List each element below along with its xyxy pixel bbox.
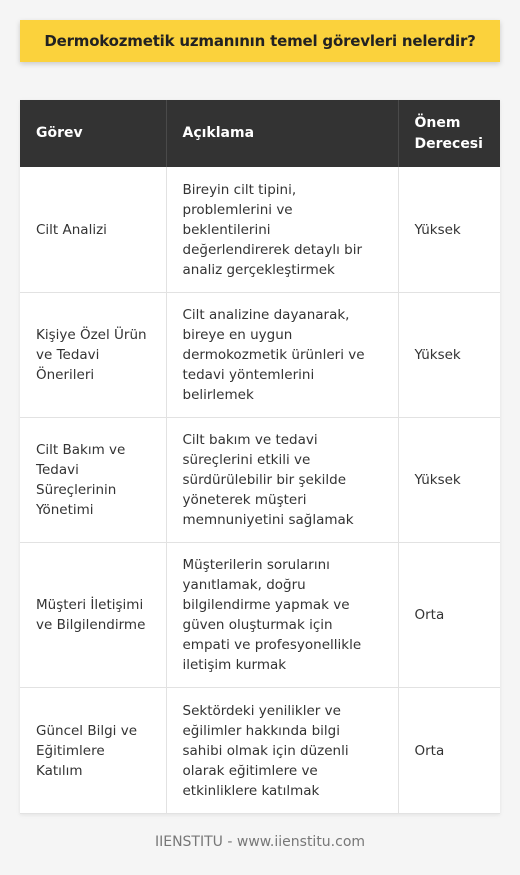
task-cell: Kişiye Özel Ürün ve Tedavi Önerileri xyxy=(20,293,166,418)
footer-credit: IIENSTITU - www.iienstitu.com xyxy=(154,834,366,850)
title-banner xyxy=(20,20,500,62)
header-importance: Önem Derecesi xyxy=(398,100,500,167)
duties-table xyxy=(20,100,500,814)
task-cell: Cilt Bakım ve Tedavi Süreçlerinin Yönetimi xyxy=(20,418,166,543)
table-row xyxy=(20,688,500,814)
importance-cell: Orta xyxy=(398,688,500,814)
description-cell: Sektördeki yenilikler ve eğilimler hakkında bilgi sahibi olmak için düzenli olarak eğitimlere ve etkinliklere katılmak xyxy=(166,688,398,814)
importance-cell: Yüksek xyxy=(398,293,500,418)
importance-cell: Orta xyxy=(398,543,500,688)
description-cell: Müşterilerin sorularını yanıtlamak, doğru bilgilendirme yapmak ve güven oluşturmak için empati ve profesyonellikle iletişim kurmak xyxy=(166,543,398,688)
task-cell: Cilt Analizi xyxy=(20,167,166,293)
table-header-row xyxy=(20,100,500,167)
description-cell: Cilt analizine dayanarak, bireye en uygun dermokozmetik ürünleri ve tedavi yöntemlerini belirlemek xyxy=(166,293,398,418)
task-cell: Müşteri İletişimi ve Bilgilendirme xyxy=(20,543,166,688)
header-task: Görev xyxy=(20,100,166,167)
page-title: Dermokozmetik uzmanının temel görevleri nelerdir? xyxy=(44,32,476,50)
description-cell: Cilt bakım ve tedavi süreçlerini etkili ve sürdürülebilir bir şekilde yöneterek müşteri memnuniyetini sağlamak xyxy=(166,418,398,543)
importance-cell: Yüksek xyxy=(398,418,500,543)
description-cell: Bireyin cilt tipini, problemlerini ve beklentilerini değerlendirerek detaylı bir analiz gerçekleştirmek xyxy=(166,167,398,293)
task-cell: Güncel Bilgi ve Eğitimlere Katılım xyxy=(20,688,166,814)
importance-cell: Yüksek xyxy=(398,167,500,293)
table-row xyxy=(20,418,500,543)
header-description: Açıklama xyxy=(166,100,398,167)
table-row xyxy=(20,293,500,418)
table-row xyxy=(20,543,500,688)
table-row xyxy=(20,167,500,293)
